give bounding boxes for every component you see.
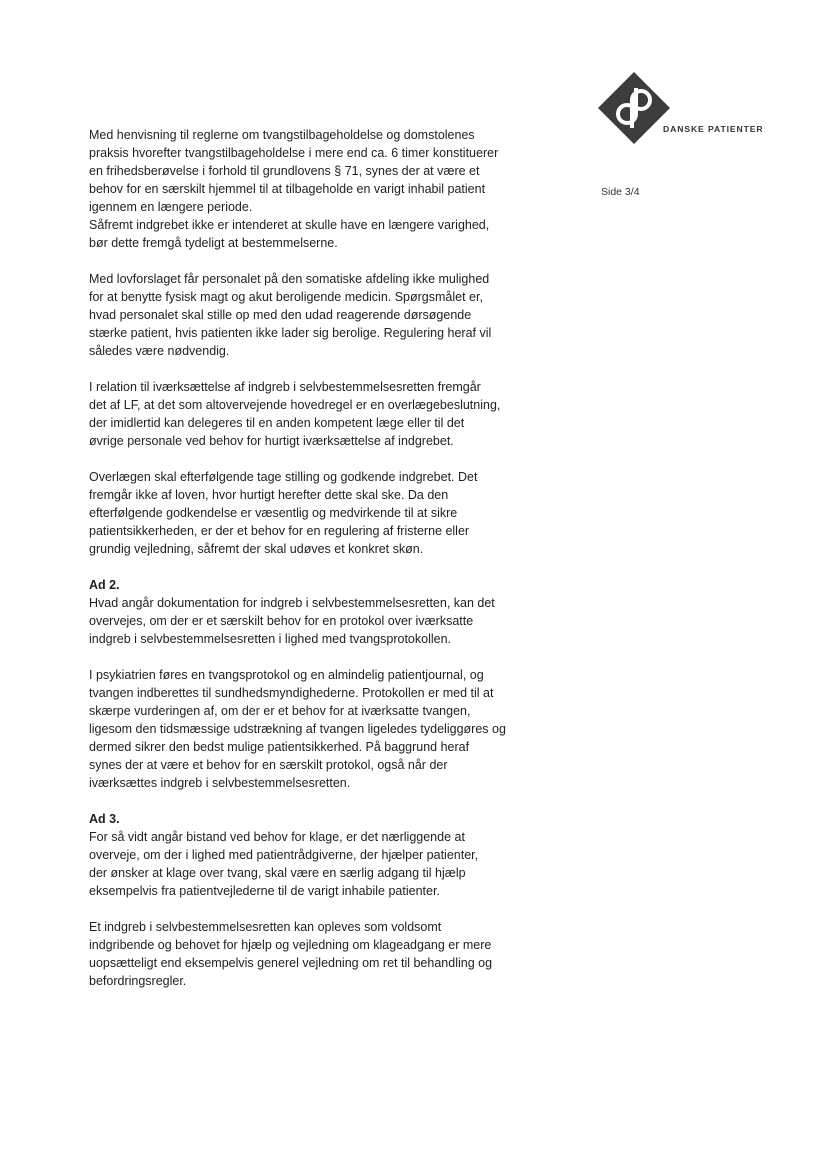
paragraph: Hvad angår dokumentation for indgreb i selvbestemmelsesretten, kan det overvejes, om der er et særskilt behov for en protokol over iværksatte indgreb i selvbestemmelsesretten i lighed med tvangsprotokollen.	[89, 596, 495, 646]
paragraph: I psykiatrien føres en tvangsprotokol og en almindelig patientjournal, og tvangen indberettes til sundhedsmyndighederne. Protokollen er med til at skærpe vurderingen af, om der er et behov for at iværksatte tvangen, ligesom den tidsmæssige udstrækning af tvangen ligeledes tydeliggøres og dermed sikrer den bedst mulige patientsikkerhed. På baggrund heraf synes der at være et behov for en særskilt protokol, også når der iværksættes indgreb i selvbestemmelsesretten.	[89, 668, 506, 790]
paragraph: Et indgreb i selvbestemmelsesretten kan opleves som voldsomt indgribende og behovet for hjælp og vejledning om klageadgang er mere uopsætteligt end eksempelvis generel vejledning om ret til behandling og befordringsregler.	[89, 920, 493, 988]
dp-logo-icon	[596, 70, 672, 146]
paragraph: Overlægen skal efterfølgende tage stilling og godkende indgrebet. Det fremgår ikke af loven, hvor hurtigt herefter dette skal ske. Da den efterfølgende godkendelse er væsentlig og medvirkende til at sikre patientsikkerheden, er der et behov for en regulering af fristerne eller grundig vejledning, såfremt der skal udøves et konkret skøn.	[89, 470, 478, 556]
section-heading: Ad 3.	[89, 812, 120, 826]
letter-body	[89, 126, 549, 990]
paragraph: For så vidt angår bistand ved behov for klage, er det nærliggende at overvejе, om der i lighed med patientrådgiverne, der hjælper patienter, der ønsker at klage over tvang, skal være en særlig adgang til hjælp eksempelvis fra patientvejlederne til de varigt inhabile patienter.	[89, 830, 479, 898]
page-number: Side 3/4	[601, 186, 640, 198]
danske-patienter-logo	[596, 70, 672, 146]
brand-name: DANSKE PATIENTER	[663, 124, 764, 134]
paragraph: Såfremt indgrebet ikke er intenderet at skulle have en længere varighed, bør dette fremgå tydeligt at bestemmelserne.	[89, 218, 490, 250]
paragraph: Med lovforslaget får personalet på den somatiske afdeling ikke mulighed for at benytte fysisk magt og akut beroligende medicin. Spørgsmålet er, hvad personalet skal stille op med den udad reagerende dørsøgende stærke patient, hvis patienten ikke lader sig berolige. Regulering heraf vil således være nødvendig.	[89, 272, 492, 358]
section-heading: Ad 2.	[89, 578, 120, 592]
paragraph: I relation til iværksættelse af indgreb i selvbestemmelsesretten fremgår det af LF, at det som altovervejende hovedregel er en overlægebeslutning, der imidlertid kan delegeres til en anden kompetent læge eller til det øvrige personale ved behov for hurtigt iværksættelse af indgrebet.	[89, 380, 501, 448]
paragraph: Med henvisning til reglerne om tvangstilbageholdelse og domstolenes praksis hvorefter tvangstilbageholdelse i mere end ca. 6 timer konstituerer en frihedsberøvelse i forhold til grundlovens § 71, synes der at være et behov for en særskilt hjemmel til at tilbageholde en varigt inhabil patient igennem en længere periode.	[89, 128, 499, 214]
